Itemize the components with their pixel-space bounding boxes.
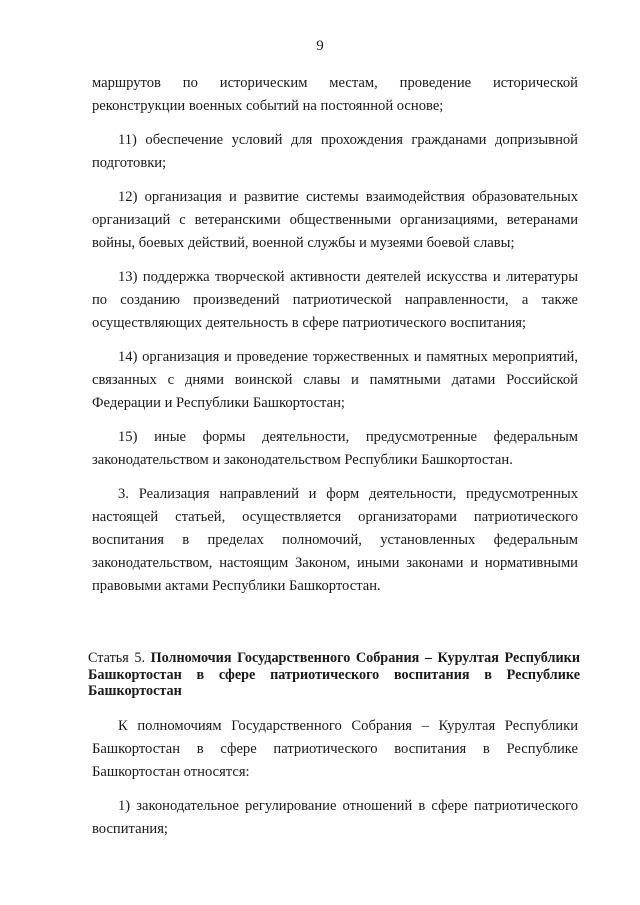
body-text-bottom (92, 715, 578, 852)
page-number: 9 (316, 38, 324, 54)
body-text-top (92, 72, 578, 609)
paragraph: 13) поддержка творческой активности деятелей искусства и литературы по созданию произведений патриотической направленности, а также осуществляющих деятельность в сфере патриотического воспитания; (92, 269, 578, 331)
paragraph: 12) организация и развитие системы взаимодействия образовательных организаций с ветеранскими общественными организациями, ветеранами войны, боевых действий, военной службы и музеями боевой славы; (92, 189, 578, 251)
paragraph: К полномочиям Государственного Собрания – Курултая Республики Башкортостан в сфере патриотического воспитания в Республике Башкортостан относятся: (92, 718, 578, 780)
paragraph: маршрутов по историческим местам, проведение исторической реконструкции военных событий на постоянной основе; (92, 75, 578, 114)
article-title: Полномочия Государственного Собрания – Курултая Республики Башкортостан в сфере патриотического воспитания в Республике Башкортостан (88, 650, 581, 699)
paragraph: 11) обеспечение условий для прохождения гражданами допризывной подготовки; (92, 132, 578, 171)
paragraph: 3. Реализация направлений и форм деятельности, предусмотренных настоящей статьей, осуществляется организаторами патриотического воспитания в пределах полномочий, установленных федеральным законодательством, настоящим Законом, иными законами и нормативными правовыми актами Республики Башкортостан. (92, 486, 578, 594)
article-label: Статья 5. (88, 650, 145, 666)
article-heading (88, 650, 580, 700)
paragraph: 14) организация и проведение торжественных и памятных мероприятий, связанных с днями воинской славы и памятными датами Российской Федерации и Республики Башкортостан; (92, 349, 578, 411)
paragraph: 1) законодательное регулирование отношений в сфере патриотического воспитания; (92, 798, 578, 837)
paragraph: 15) иные формы деятельности, предусмотренные федеральным законодательством и законодательством Республики Башкортостан. (92, 429, 578, 468)
